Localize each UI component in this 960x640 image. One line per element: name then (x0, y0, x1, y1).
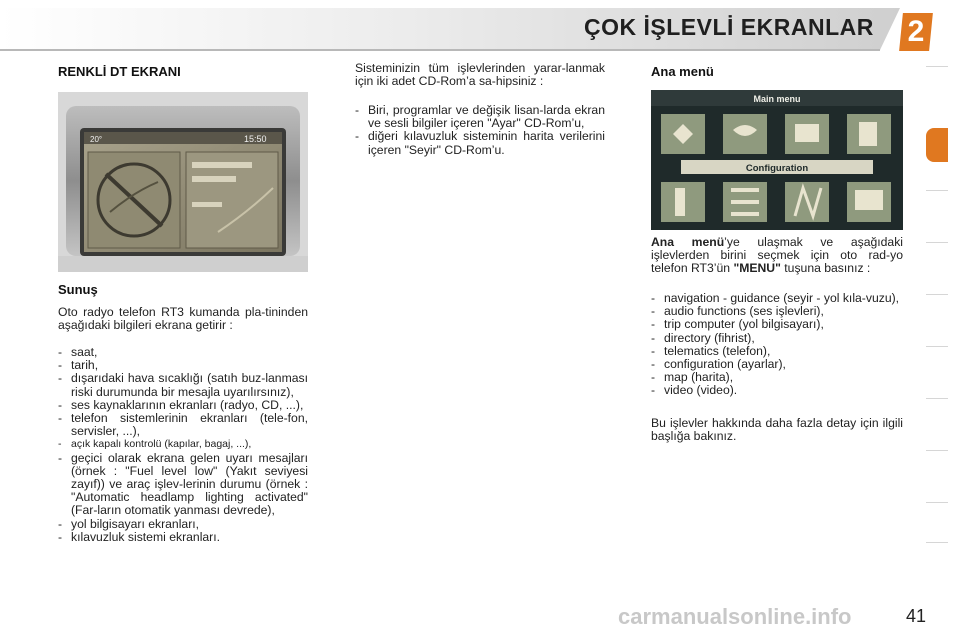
middle-list (355, 104, 605, 157)
middle-intro: Sisteminizin tüm işlevlerinden yarar-lanmak için iki adet CD-Rom’a sa-hipsiniz : (355, 61, 605, 89)
svg-text:20°: 20° (90, 135, 103, 144)
main-menu-bold: Ana menü (651, 235, 725, 249)
list-item: - saat, (58, 346, 308, 359)
left-list (58, 346, 308, 544)
side-tab-2-active[interactable] (926, 128, 948, 162)
list-item: - ses kaynaklarının ekranları (radyo, CD, ...), (58, 399, 308, 412)
list-item: - yol bilgisayarı ekranları, (58, 518, 308, 531)
left-intro: Oto radyo telefon RT3 kumanda pla-tininden aşağıdaki bilgileri ekrana getirir : (58, 305, 308, 333)
list-item: - navigation - guidance (seyir - yol kıla-vuzu), (651, 292, 903, 305)
side-tab-8[interactable] (926, 450, 948, 485)
list-item: - audio functions (ses işlevleri), (651, 305, 903, 318)
telematics-icon (675, 188, 685, 216)
page-number: 41 (906, 606, 927, 626)
right-intro-text: ’ye ulaşmak ve aşağıdaki işlevlerden birini seçmek için oto rad-yo telefon RT3’ün (651, 235, 903, 276)
list-item: - tarih, (58, 359, 308, 372)
side-tabs (926, 66, 960, 576)
right-intro-end: tuşuna basınız : (780, 261, 871, 276)
list-item: - map (harita), (651, 371, 903, 384)
main-menu-screen (651, 90, 903, 230)
video-icon (855, 190, 883, 210)
computer-icon (795, 124, 819, 142)
screen-title: Main menu (753, 94, 801, 104)
subsection-title-presentation: Sunuş (58, 282, 98, 297)
chapter-number: 2 (907, 15, 925, 48)
side-tab-7[interactable] (926, 398, 948, 433)
right-outro: Bu işlevler hakkında daha fazla detay için ilgili başlığa bakınız. (651, 416, 903, 444)
page-title: ÇOK İŞLEVLİ EKRANLAR (584, 14, 874, 40)
list-item: - video (video). (651, 384, 903, 397)
list-item: - directory (fihrist), (651, 332, 903, 345)
screen-selected-item: Configuration (745, 163, 809, 174)
side-tab-3[interactable] (926, 190, 948, 225)
menu-key: "MENU" (733, 261, 781, 276)
list-item: - geçici olarak ekrana gelen uyarı mesajları (örnek : "Fuel level low" (Yakıt seviyesi zayıf)) ve araç işlev-lerinin durumu (örnek : "Automatic headlamp lighting activated" (Far-ların otomatik yanması devrede), (58, 452, 308, 518)
chapter-badge (896, 10, 936, 54)
side-tab-9[interactable] (926, 502, 948, 537)
list-item: - Biri, programlar ve değişik lisan-larda ekran ve sesli bilgiler içeren "Ayar" CD-Rom’u, (355, 104, 605, 130)
right-intro (651, 236, 903, 276)
list-item: - dışarıdaki hava sıcaklığı (satıh buz-lanması riski durumunda bir mesajla uyarılırsınız), (58, 372, 308, 398)
side-tab-1[interactable] (926, 66, 948, 101)
section-title-main-menu: Ana menü (651, 64, 714, 79)
display-photo (58, 92, 308, 272)
list-item: - açık kapalı kontrolü (kapılar, bagaj, ...), (58, 438, 308, 451)
list-item: - telematics (telefon), (651, 345, 903, 358)
photo-clock: 15:50 (244, 134, 267, 144)
list-item: - telefon sistemlerinin ekranları (tele-fon, servisler, ...), (58, 412, 308, 438)
list-item: - configuration (ayarlar), (651, 358, 903, 371)
section-title-color-display: RENKLİ DT EKRANI (58, 64, 181, 79)
side-tab-5[interactable] (926, 294, 948, 329)
side-tab-6[interactable] (926, 346, 948, 381)
watermark: carmanualsonline.info (618, 604, 852, 629)
list-item: - diğeri kılavuzluk sisteminin harita verilerini içeren "Seyir" CD-Rom’u. (355, 130, 605, 156)
list-item: - trip computer (yol bilgisayarı), (651, 318, 903, 331)
side-tab-4[interactable] (926, 242, 948, 277)
side-tab-10[interactable] (926, 542, 948, 577)
list-item: - kılavuzluk sistemi ekranları. (58, 531, 308, 544)
directory-icon (859, 122, 877, 146)
right-list (651, 292, 903, 398)
